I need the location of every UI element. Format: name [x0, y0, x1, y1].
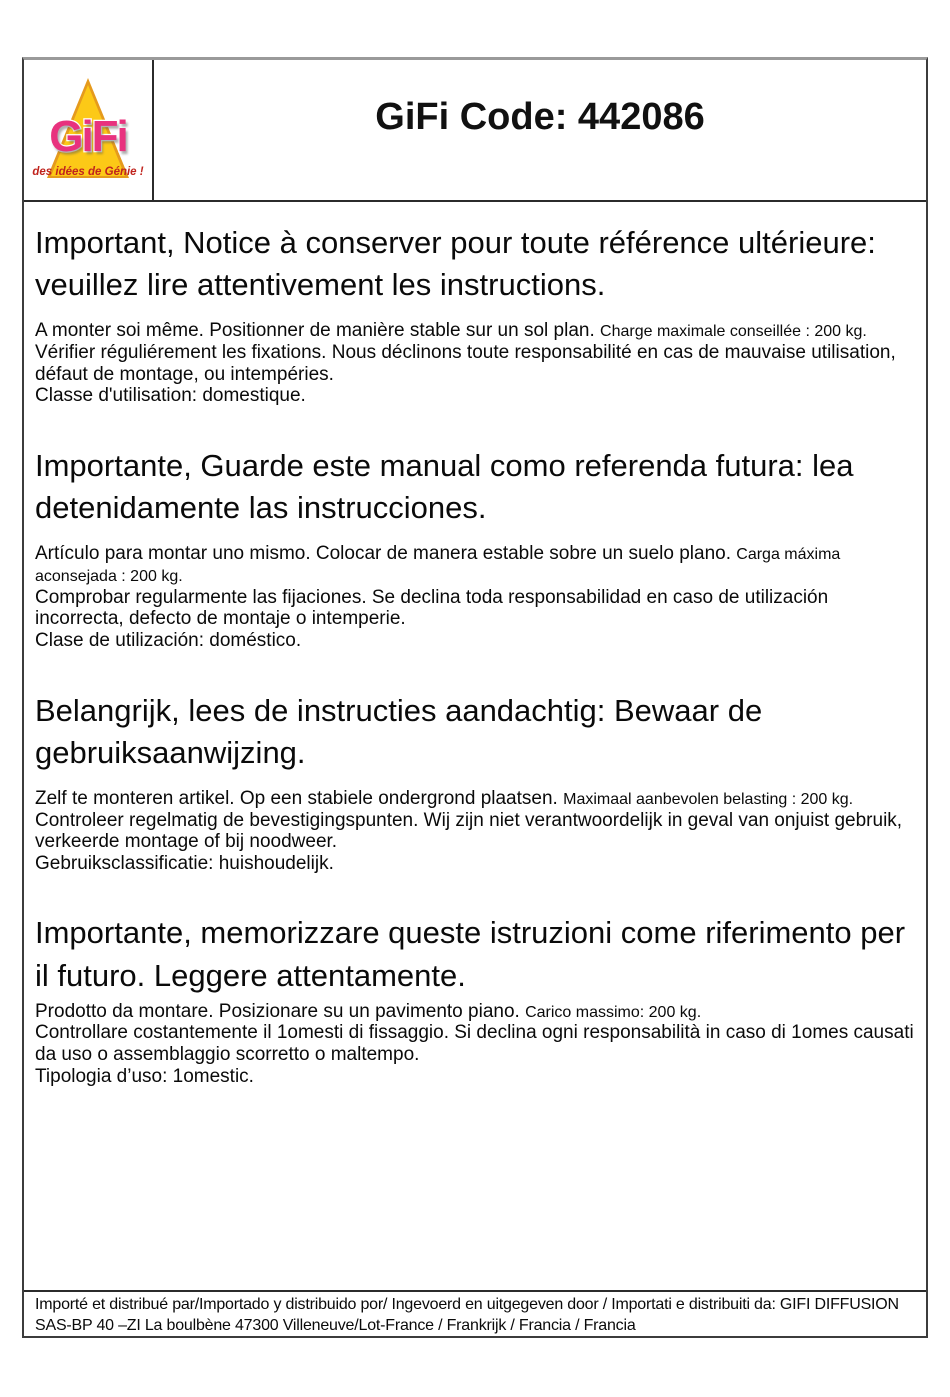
section-french — [35, 222, 918, 407]
section-italian — [35, 912, 918, 1087]
instructions-content — [24, 202, 926, 1290]
spanish-assembly-note — [35, 543, 918, 586]
gifi-logo — [24, 60, 154, 200]
spanish-maintenance-note: Comprobar regularmente las fijaciones. Se declina toda responsabilidad en caso de utilización incorrecta, defecto de montaje o intemperie. — [35, 586, 829, 630]
document-page — [22, 57, 928, 1338]
dutch-max-load-note: Maximaal aanbevolen belasting : 200 kg. — [563, 790, 854, 808]
french-heading: Important, Notice à conserver pour toute référence ultérieure: veuillez lire attentivement les instructions. — [35, 225, 876, 303]
header-row — [24, 60, 926, 202]
french-usage-class: Classe d'utilisation: domestique. — [35, 385, 306, 407]
french-maintenance-note: Vérifier réguliérement les fixations. Nous déclinons toute responsabilité en cas de mauvaise utilisation, défaut de montage, ou intempéries. — [35, 341, 896, 385]
dutch-heading: Belangrijk, lees de instructies aandachtig: Bewaar de gebruiksaanwijzing. — [35, 692, 763, 770]
dutch-assembly-note — [35, 788, 918, 810]
importer-footer — [24, 1290, 926, 1336]
italian-maintenance-note: Controllare costantemente il 1omesti di fissaggio. Si declina ogni responsabilità in caso di 1omes causati da uso o assemblaggio scorretto o maltempo. — [35, 1022, 914, 1066]
spanish-max-load-note: Carga máxima aconsejada : 200 kg. — [35, 546, 841, 585]
dutch-maintenance-note: Controleer regelmatig de bevestigingspunten. Wij zijn niet verantwoordelijk in geval van onjuist gebruik, verkeerde montage of bij noodweer. — [35, 809, 903, 853]
french-max-load-note: Charge maximale conseillée : 200 kg. — [600, 323, 867, 341]
gifi-logo-tagline: des idées de Génie ! — [32, 166, 144, 178]
italian-assembly-note — [35, 1001, 918, 1023]
dutch-usage-class: Gebruiksclassificatie: huishoudelijk. — [35, 852, 334, 874]
dutch-intro-text: Zelf te monteren artikel. Op een stabiele ondergrond plaatsen. — [35, 787, 564, 809]
italian-max-load-note: Carico massimo: 200 kg. — [525, 1003, 702, 1021]
section-spanish — [35, 445, 918, 652]
importer-footer-text: Importé et distribué par/Importado y distribuido por/ Ingevoerd en uitgegeven door / Importati e distribuiti da: GIFI DIFFUSION SAS-BP 40 –ZI La boulbène 47300 Villeneuve/Lot-France / Frankrijk / Francia / Francia — [35, 1296, 899, 1334]
italian-usage-class: Tipologia d’uso: 1omestic. — [35, 1065, 254, 1087]
french-assembly-note — [35, 320, 918, 342]
italian-heading: Importante, memorizzare queste istruzioni come riferimento per il futuro. Leggere attentamente. — [35, 915, 906, 993]
spanish-usage-class: Clase de utilización: doméstico. — [35, 629, 302, 651]
gifi-code-title: GiFi Code: 442086 — [375, 95, 705, 138]
spanish-intro-text: Artículo para montar uno mismo. Colocar de manera estable sobre un suelo plano. — [35, 543, 737, 565]
gifi-logo-wordmark: GiFi — [49, 112, 127, 161]
title-cell — [154, 60, 926, 200]
french-intro-text: A monter soi même. Positionner de manière stable sur un sol plan. — [35, 320, 601, 342]
italian-intro-text: Prodotto da montare. Posizionare su un pavimento piano. — [35, 1000, 526, 1022]
spanish-heading: Importante, Guarde este manual como referenda futura: lea detenidamente las instrucciones. — [35, 447, 854, 526]
section-dutch — [35, 690, 918, 875]
